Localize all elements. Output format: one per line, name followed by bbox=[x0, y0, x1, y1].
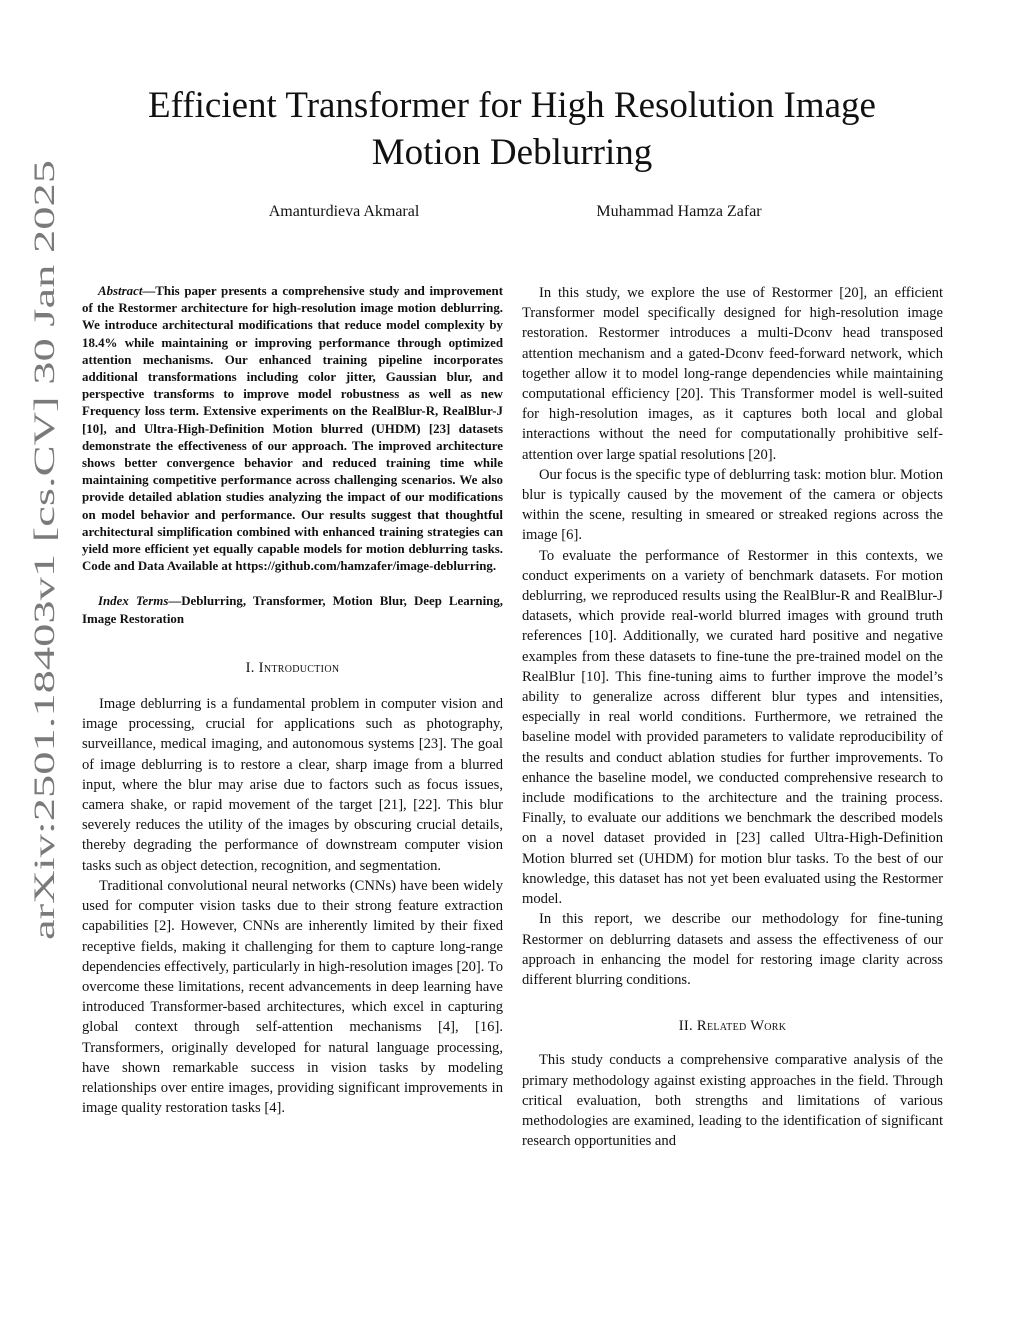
index-terms-label: Index Terms bbox=[98, 594, 169, 609]
abstract bbox=[82, 283, 503, 575]
author-list bbox=[84, 203, 940, 225]
intro-paragraph-2: Traditional convolutional neural networks (CNNs) have been widely used for computer vision tasks due to their strong feature extraction capabilities [2]. However, CNNs are inherently limited by their fixed receptive fields, making it challenging for them to capture long-range dependencies effectively, particularly in high-resolution images [20]. To overcome these limitations, recent advancements in deep learning have introduced Transformer-based architectures, which excel in capturing global context through self-attention mechanisms [4], [16]. Transformers, originally developed for natural language processing, have shown remarkable success in vision tasks by modeling relationships over entire images, providing significant improvements in image quality restoration tasks [4]. bbox=[82, 877, 503, 1117]
index-terms-text: —Deblurring, Transformer, Motion Blur, Deep Learning, Image Restoration bbox=[82, 594, 503, 626]
author-2: Muhammad Hamza Zafar bbox=[596, 203, 762, 220]
abstract-label: Abstract bbox=[98, 284, 143, 298]
intro-paragraph-4: Our focus is the specific type of deblurring task: motion blur. Motion blur is typically caused by the movement of the camera or objects within the scene, resulting in smeared or streaked regions across the image [6]. bbox=[522, 466, 943, 544]
intro-paragraph-1: Image deblurring is a fundamental problem in computer vision and image processing, crucial for applications such as photography, surveillance, medical imaging, and autonomous systems [23]. The goal of image deblurring is to restore a clear, sharp image from a blurred input, where the blur may arise due to factors such as focus issues, camera shake, or rapid movement of the target [21], [22]. This blur severely reduces the utility of the images by obscuring crucial details, thereby degrading the performance of downstream computer vision tasks such as object detection, recognition, and segmentation. bbox=[82, 696, 503, 874]
related-work-paragraph-1: This study conducts a comprehensive comparative analysis of the primary methodology against existing approaches in the field. Through critical evaluation, both strengths and limitations of various methodologies are examined, leading to the identification of significant research opportunities and bbox=[522, 1052, 943, 1150]
index-terms bbox=[82, 593, 503, 627]
arxiv-stamp-text: arXiv:2501.18403v1 [cs.CV] 30 Jan 2025 bbox=[28, 436, 61, 940]
title-line-1: Efficient Transformer for High Resolution Image bbox=[148, 85, 876, 126]
intro-paragraph-6: In this report, we describe our methodology for fine-tuning Restormer on deblurring datasets and assess the effectiveness of our approach in enhancing the model for restoring image clarity across different blurring conditions. bbox=[522, 911, 943, 988]
title-line-2: Motion Deblurring bbox=[371, 132, 653, 173]
arxiv-stamp bbox=[18, 160, 68, 940]
section-heading-introduction: I. Introduction bbox=[245, 659, 340, 676]
paper-title bbox=[84, 82, 940, 176]
abstract-text: —This paper presents a comprehensive study and improvement of the Restormer architecture for high-resolution image motion deblurring. We introduce architectural modifications that reduce model complexity by 18.4% while maintaining or improving performance through optimized attention mechanisms. Our enhanced training pipeline incorporates additional transformations including color jitter, Gaussian blur, and perspective transforms to improve model robustness as well as new Frequency loss term. Extensive experiments on the RealBlur-R, RealBlur-J [10], and Ultra-High-Definition Motion blurred (UHDM) [23] datasets demonstrate the effectiveness of our approach. The improved architecture shows better convergence behavior and reduced training time while maintaining competitive performance across challenging scenarios. We also provide detailed ablation studies analyzing the impact of our modifications on model behavior and performance. Our results suggest that thoughtful architectural simplification combined with enhanced training strategies can yield more efficient yet equally capable models for motion deblurring tasks. Code and Data Available at https://github.com/hamzafer/image-deblurring. bbox=[82, 284, 503, 574]
right-column bbox=[522, 283, 943, 1151]
author-1: Amanturdieva Akmaral bbox=[268, 203, 420, 220]
left-column bbox=[82, 283, 503, 1118]
intro-paragraph-3: In this study, we explore the use of Restormer [20], an efficient Transformer model specifically designed for high-resolution image restoration. Restormer introduces a multi-Dconv head transposed attention mechanism and a gated-Dconv feed-forward network, which together allow it to model long-range dependencies while maintaining computational efficiency [20]. This Transformer model is well-suited for high-resolution images, as it captures both local and global interactions without the need for computationally prohibitive self-attention over large spatial resolutions [20]. bbox=[522, 285, 943, 463]
section-heading-related-work: II. Related Work bbox=[678, 1018, 787, 1035]
intro-paragraph-5: To evaluate the performance of Restormer in this contexts, we conduct experiments on a variety of benchmark datasets. For motion deblurring, we reproduced results using the RealBlur-R and RealBlur-J datasets, which provide real-world blurred images with ground truth references [10]. Additionally, we curated hard positive and negative examples from these datasets to fine-tune the pre-trained model on the RealBlur [10]. This fine-tuning aims to further improve the model’s ability to generalize across different blur types and intensities, especially in real world conditions. Furthermore, we retrained the baseline model with provided parameters to validate reproducibility of the results and conduct ablation studies for further improvements. To enhance the baseline model, we conducted comprehensive research to include modifications to the architecture and the training process. Finally, to evaluate our additions we benchmark the described models on a novel dataset provided in [23] called Ultra-High-Definition Motion blurred set (UHDM) for motion blur tasks. To the best of our knowledge, this dataset has not yet been evaluated using the Restormer model. bbox=[522, 547, 943, 908]
